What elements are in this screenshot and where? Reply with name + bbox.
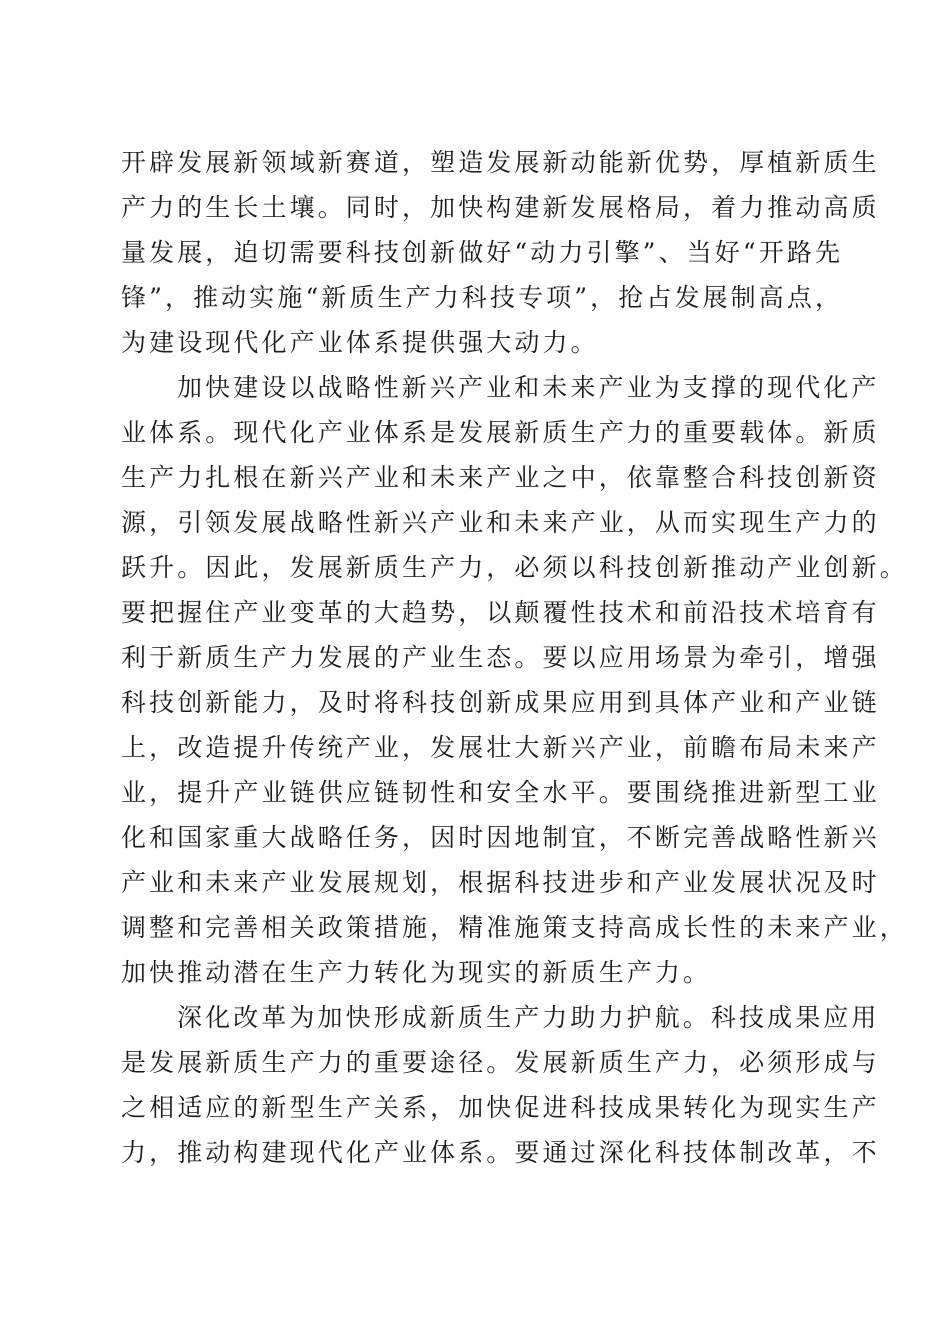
text-line: 加快推动潜在生产力转化为现实的新质生产力。 bbox=[121, 958, 712, 987]
text-line: 为建设现代化产业体系提供强大动力。 bbox=[121, 328, 599, 357]
paragraph-first-line: 深化改革为加快形成新质生产力助力护航。科技成果应用 bbox=[177, 1003, 880, 1032]
text-line: 开辟发展新领域新赛道，塑造发展新动能新优势，厚植新质生 bbox=[121, 148, 880, 177]
text-line: 上，改造提升传统产业，发展壮大新兴产业，前瞻布局未来产 bbox=[121, 733, 880, 762]
text-line: 科技创新能力，及时将科技创新成果应用到具体产业和产业链 bbox=[121, 688, 880, 717]
text-line: 利于新质生产力发展的产业生态。要以应用场景为牵引，增强 bbox=[121, 643, 880, 672]
text-line: 要把握住产业变革的大趋势，以颠覆性技术和前沿技术培育有 bbox=[121, 598, 880, 627]
text-line: 力，推动构建现代化产业体系。要通过深化科技体制改革，不 bbox=[121, 1138, 880, 1167]
text-line: 产业和未来产业发展规划，根据科技进步和产业发展状况及时 bbox=[121, 868, 880, 897]
text-line: 产力的生长土壤。同时，加快构建新发展格局，着力推动高质 bbox=[121, 193, 880, 222]
text-line: 量发展，迫切需要科技创新做好“动力引擎”、当好“开路先 bbox=[121, 238, 844, 267]
text-line: 之相适应的新型生产关系，加快促进科技成果转化为现实生产 bbox=[121, 1093, 880, 1122]
text-line: 调整和完善相关政策措施，精准施策支持高成长性的未来产业， bbox=[121, 913, 908, 942]
text-line: 源，引领发展战略性新兴产业和未来产业，从而实现生产力的 bbox=[121, 508, 880, 537]
text-line: 生产力扎根在新兴产业和未来产业之中，依靠整合科技创新资 bbox=[121, 463, 880, 492]
paragraph-first-line: 加快建设以战略性新兴产业和未来产业为支撑的现代化产 bbox=[177, 373, 880, 402]
text-line: 化和国家重大战略任务，因时因地制宜，不断完善战略性新兴 bbox=[121, 823, 880, 852]
text-line: 业，提升产业链供应链韧性和安全水平。要围绕推进新型工业 bbox=[121, 778, 880, 807]
text-line: 跃升。因此，发展新质生产力，必须以科技创新推动产业创新。 bbox=[121, 553, 908, 582]
text-line: 锋”，推动实施“新质生产力科技专项”，抢占发展制高点， bbox=[121, 283, 844, 312]
text-line: 是发展新质生产力的重要途径。发展新质生产力，必须形成与 bbox=[121, 1048, 880, 1077]
text-line: 业体系。现代化产业体系是发展新质生产力的重要载体。新质 bbox=[121, 418, 880, 447]
document-body bbox=[121, 140, 908, 1175]
